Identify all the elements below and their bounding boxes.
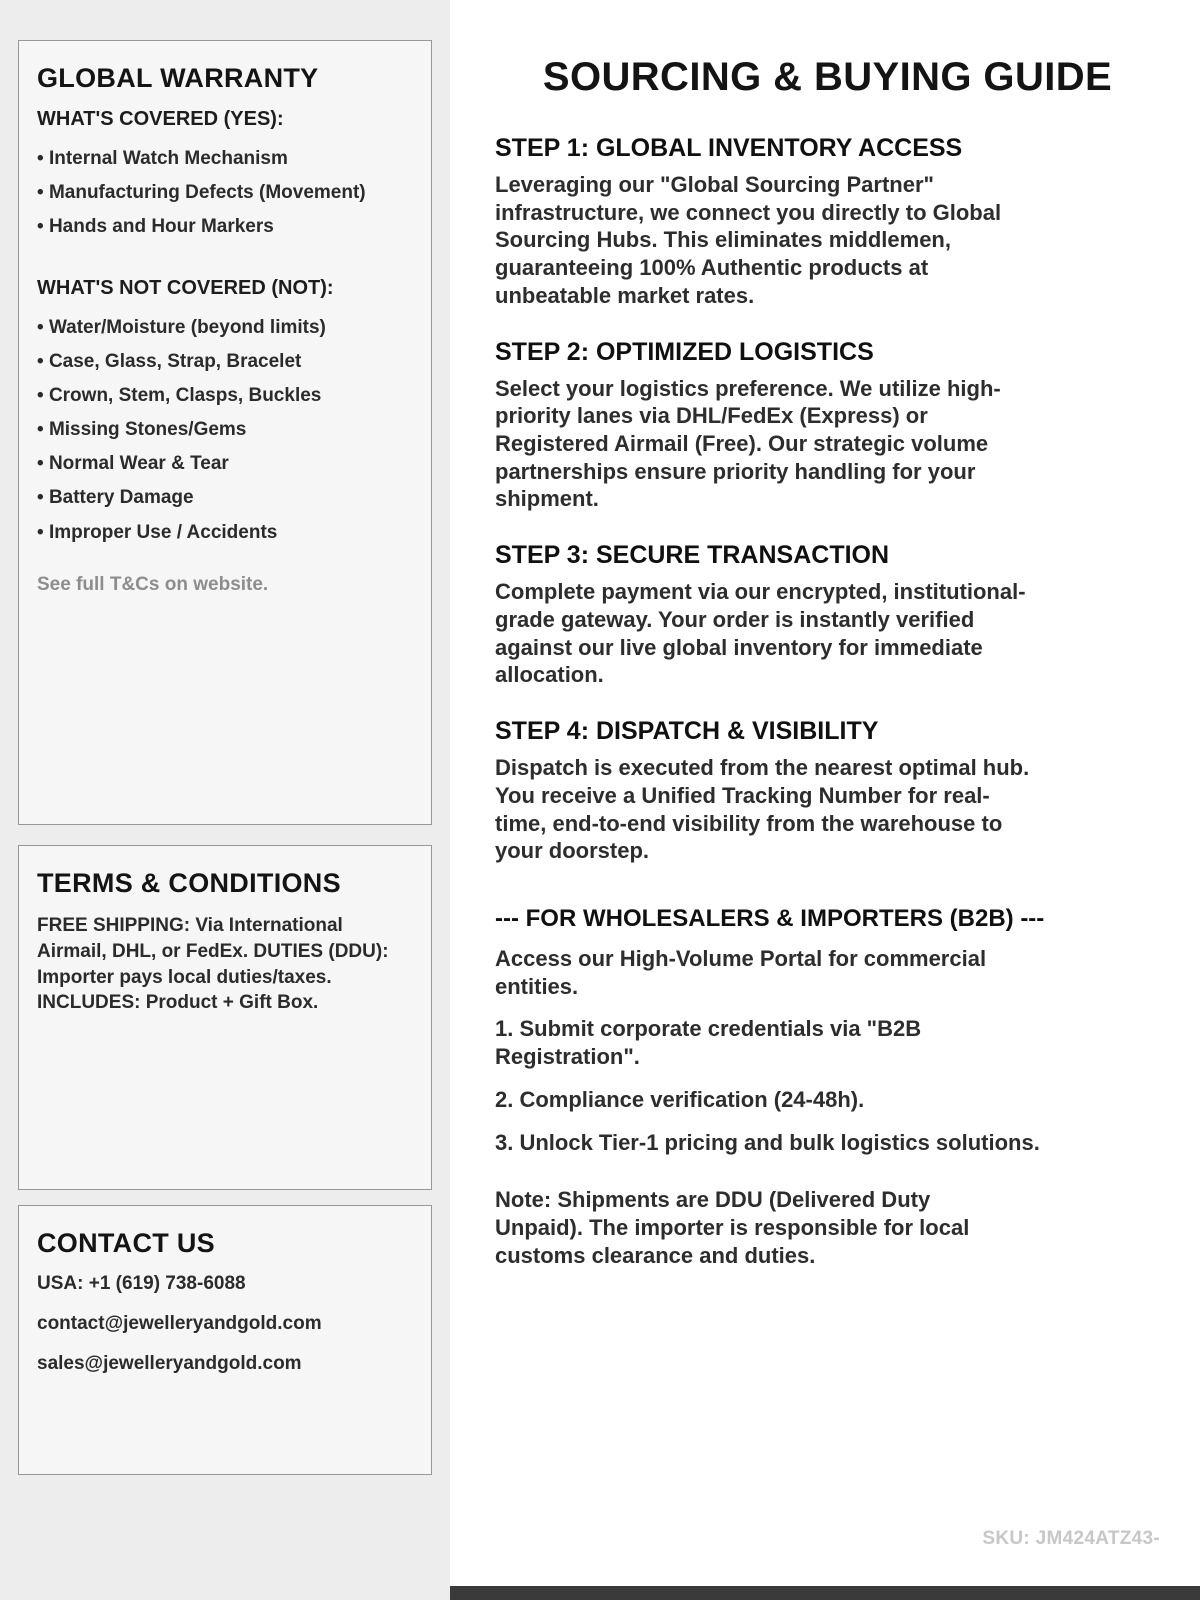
not-covered-item: • Case, Glass, Strap, Bracelet	[37, 350, 413, 373]
covered-item: • Internal Watch Mechanism	[37, 147, 413, 170]
contact-panel	[18, 1205, 432, 1475]
b2b-note: Note: Shipments are DDU (Delivered Duty Unpaid). The importer is responsible for local customs clearance and duties.	[495, 1187, 970, 1268]
covered-heading: WHAT'S COVERED (YES):	[37, 108, 284, 130]
not-covered-item: • Normal Wear & Tear	[37, 452, 413, 475]
warranty-title: GLOBAL WARRANTY	[37, 63, 319, 93]
not-covered-item: • Crown, Stem, Clasps, Buckles	[37, 384, 413, 407]
covered-item: • Manufacturing Defects (Movement)	[37, 181, 413, 204]
step-body: Select your logistics preference. We utilize high-priority lanes via DHL/FedEx (Express) or Registered Airmail (Free). Our strategic volume partnerships ensure priority handling for your shipment.	[495, 375, 1001, 512]
step-section	[495, 134, 1160, 310]
b2b-item: 3. Unlock Tier-1 pricing and bulk logistics solutions.	[495, 1129, 1040, 1155]
terms-title: TERMS & CONDITIONS	[37, 868, 341, 898]
not-covered-item: • Missing Stones/Gems	[37, 418, 413, 441]
warranty-footnote: See full T&Cs on website.	[37, 573, 269, 595]
terms-body: FREE SHIPPING: Via International Airmail, DHL, or FedEx. DUTIES (DDU): Importer pays local duties/taxes. INCLUDES: Product + Gift Box.	[37, 915, 389, 1014]
not-covered-heading: WHAT'S NOT COVERED (NOT):	[37, 276, 334, 299]
contact-email-sales: sales@jewelleryandgold.com	[37, 1353, 302, 1374]
not-covered-item: • Improper Use / Accidents	[37, 521, 413, 544]
step-heading: STEP 2: OPTIMIZED LOGISTICS	[495, 337, 874, 366]
sidebar	[0, 0, 450, 1600]
sku-label: SKU: JM424ATZ43-	[982, 1528, 1160, 1549]
contact-title: CONTACT US	[37, 1228, 215, 1258]
b2b-item: 2. Compliance verification (24-48h).	[495, 1086, 865, 1112]
step-heading: STEP 4: DISPATCH & VISIBILITY	[495, 717, 879, 746]
step-section	[495, 541, 1160, 689]
b2b-section	[495, 905, 1160, 1269]
warranty-panel	[18, 40, 432, 825]
not-covered-item: • Battery Damage	[37, 486, 413, 509]
step-body: Complete payment via our encrypted, institutional-grade gateway. Your order is instantly verified against our live global inventory for immediate allocation.	[495, 579, 1026, 688]
step-section	[495, 717, 1160, 865]
b2b-intro: Access our High-Volume Portal for commercial entities.	[495, 945, 987, 999]
terms-panel	[18, 845, 432, 1190]
contact-email: contact@jewelleryandgold.com	[37, 1313, 322, 1334]
bottom-bar	[450, 1586, 1200, 1600]
step-body: Leveraging our "Global Sourcing Partner" infrastructure, we connect you directly to Global Sourcing Hubs. This eliminates middlemen, guaranteeing 100% Authentic products at unbeatable market rates.	[495, 172, 1002, 308]
main-content	[450, 0, 1200, 1600]
contact-phone: USA: +1 (619) 738-6088	[37, 1273, 246, 1294]
covered-item: • Hands and Hour Markers	[37, 215, 413, 238]
not-covered-item: • Water/Moisture (beyond limits)	[37, 316, 413, 339]
b2b-item: 1. Submit corporate credentials via "B2B Registration".	[495, 1016, 922, 1070]
step-heading: STEP 3: SECURE TRANSACTION	[495, 541, 890, 570]
step-heading: STEP 1: GLOBAL INVENTORY ACCESS	[495, 134, 963, 162]
step-section	[495, 338, 1160, 514]
page-title: SOURCING & BUYING GUIDE	[542, 55, 1113, 99]
step-body: Dispatch is executed from the nearest optimal hub. You receive a Unified Tracking Number for real-time, end-to-end visibility from the warehouse to your doorstep.	[495, 755, 1030, 864]
b2b-heading: --- FOR WHOLESALERS & IMPORTERS (B2B) ---	[495, 904, 1045, 932]
